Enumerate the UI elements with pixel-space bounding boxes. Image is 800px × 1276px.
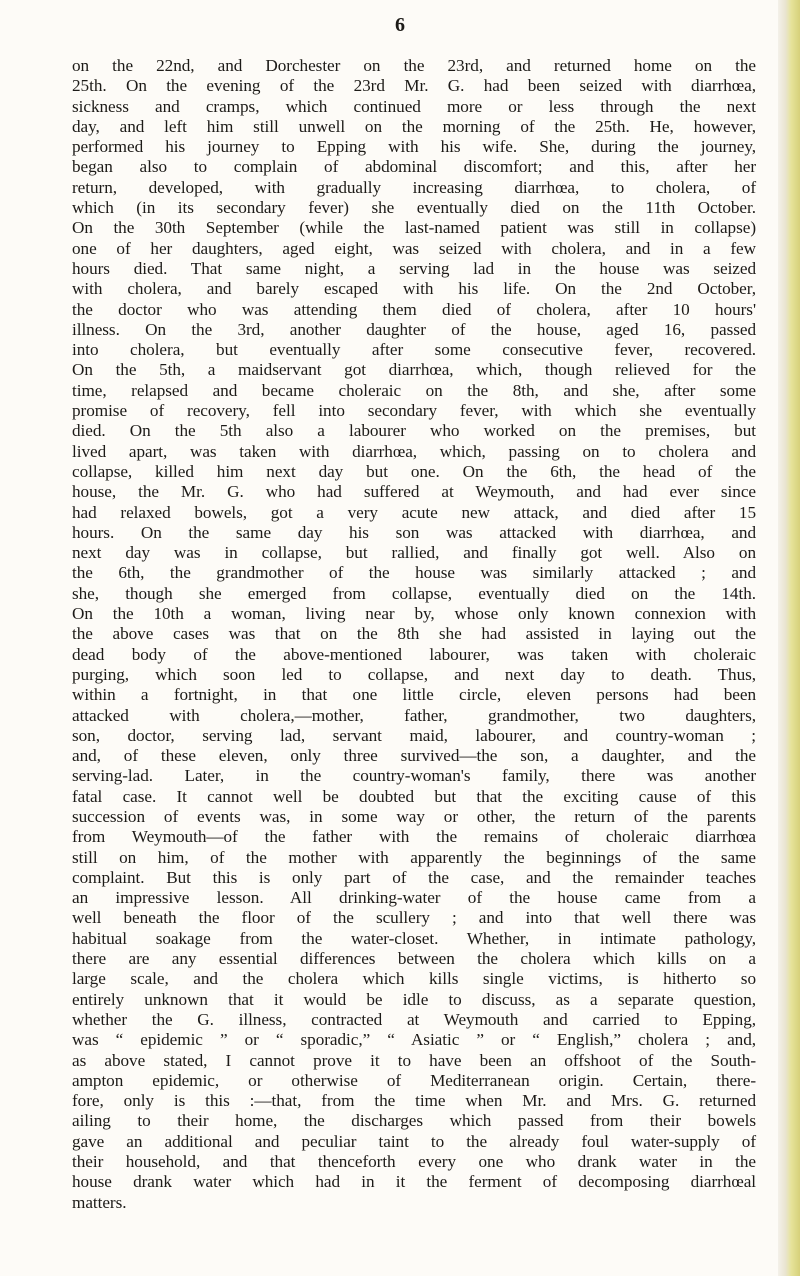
text-line: illness. On the 3rd, another daughter of the house, aged 16, passed [72,319,756,339]
text-line: habitual soakage from the water-closet. Whether, in intimate pathology, [72,928,756,948]
text-line: on the 22nd, and Dorchester on the 23rd, and returned home on the [72,56,756,75]
text-line: house, the Mr. G. who had suffered at Weymouth, and had ever since [72,482,756,502]
text-line: ampton epidemic, or otherwise of Mediterranean origin. Certain, there- [72,1070,756,1090]
text-line: the 6th, the grandmother of the house was similarly attacked ; and [72,563,756,583]
text-line: with cholera, and barely escaped with his life. On the 2nd October, [72,279,756,299]
text-line: dead body of the above-mentioned labourer, was taken with choleraic [72,644,756,664]
text-line: next day was in collapse, but rallied, and finally got well. Also on [72,543,756,563]
text-line: fatal case. It cannot well be doubted but that the exciting cause of this [72,786,756,806]
text-line: 25th. On the evening of the 23rd Mr. G. had been seized with diarrhœa, [72,76,756,96]
text-line: whether the G. illness, contracted at Weymouth and carried to Epping, [72,1009,756,1029]
text-line: within a fortnight, in that one little circle, eleven persons had been [72,685,756,705]
text-line: On the 30th September (while the last-named patient was still in collapse) [72,218,756,238]
text-line: promise of recovery, fell into secondary fever, with which she eventually [72,401,756,421]
text-line: performed his journey to Epping with his wife. She, during the journey, [72,137,756,157]
text-line: large scale, and the cholera which kills single victims, is hitherto so [72,969,756,989]
text-line: had relaxed bowels, got a very acute new attack, and died after 15 [72,502,756,522]
text-line: one of her daughters, aged eight, was seized with cholera, and in a few [72,238,756,258]
text-line: sickness and cramps, which continued more or less through the next [72,96,756,116]
text-line: as above stated, I cannot prove it to have been an offshoot of the South- [72,1050,756,1070]
text-line: son, doctor, serving lad, servant maid, labourer, and country-woman ; [72,725,756,745]
page-number: 6 [395,14,405,36]
text-line: well beneath the floor of the scullery ; and into that well there was [72,908,756,928]
text-line: serving-lad. Later, in the country-woman's family, there was another [72,766,756,786]
text-line: still on him, of the mother with apparently the beginnings of the same [72,847,756,867]
text-line: an impressive lesson. All drinking-water of the house came from a [72,888,756,908]
text-line: complaint. But this is only part of the case, and the remainder teaches [72,867,756,887]
text-line: she, though she emerged from collapse, eventually died on the 14th. [72,583,756,603]
text-line: the doctor who was attending them died of cholera, after 10 hours' [72,299,756,319]
text-line: which (in its secondary fever) she eventually died on the 11th October. [72,198,756,218]
page-edge [778,0,800,1276]
text-line: matters. [72,1192,127,1212]
text-line: ailing to their home, the discharges which passed from their bowels [72,1111,756,1131]
text-line: lived apart, was taken with diarrhœa, which, passing on to cholera and [72,441,756,461]
text-line: into cholera, but eventually after some consecutive fever, recovered. [72,340,756,360]
text-line: began also to complain of abdominal discomfort; and this, after her [72,157,756,177]
text-line: from Weymouth—of the father with the remains of choleraic diarrhœa [72,827,756,847]
text-line: On the 10th a woman, living near by, whose only known connexion with [72,604,756,624]
text-line: collapse, killed him next day but one. On the 6th, the head of the [72,461,756,481]
text-line: fore, only is this :—that, from the time when Mr. and Mrs. G. returned [72,1091,756,1111]
text-line: day, and left him still unwell on the morning of the 25th. He, however, [72,116,756,136]
text-line: entirely unknown that it would be idle to discuss, as a separate question, [72,989,756,1009]
text-line: hours. On the same day his son was attacked with diarrhœa, and [72,522,756,542]
text-line: On the 5th, a maidservant got diarrhœa, which, though relieved for the [72,360,756,380]
text-line: and, of these eleven, only three survived—the son, a daughter, and the [72,746,756,766]
text-line: house drank water which had in it the ferment of decomposing diarrhœal [72,1172,756,1192]
text-line: attacked with cholera,—mother, father, grandmother, two daughters, [72,705,756,725]
text-line: hours died. That same night, a serving lad in the house was seized [72,258,756,278]
text-line: died. On the 5th also a labourer who worked on the premises, but [72,421,756,441]
text-line: succession of events was, in some way or other, the return of the parents [72,806,756,826]
body-text [72,56,756,1213]
text-line: return, developed, with gradually increasing diarrhœa, to cholera, of [72,177,756,197]
text-line: their household, and that thenceforth every one who drank water in the [72,1152,756,1172]
text-line: the above cases was that on the 8th she had assisted in laying out the [72,624,756,644]
text-line: there are any essential differences between the cholera which kills on a [72,949,756,969]
text-line: time, relapsed and became choleraic on the 8th, and she, after some [72,380,756,400]
text-line: was “ epidemic ” or “ sporadic,” “ Asiatic ” or “ English,” cholera ; and, [72,1030,756,1050]
text-line: gave an additional and peculiar taint to the already foul water-supply of [72,1131,756,1151]
text-line: purging, which soon led to collapse, and next day to death. Thus, [72,664,756,684]
